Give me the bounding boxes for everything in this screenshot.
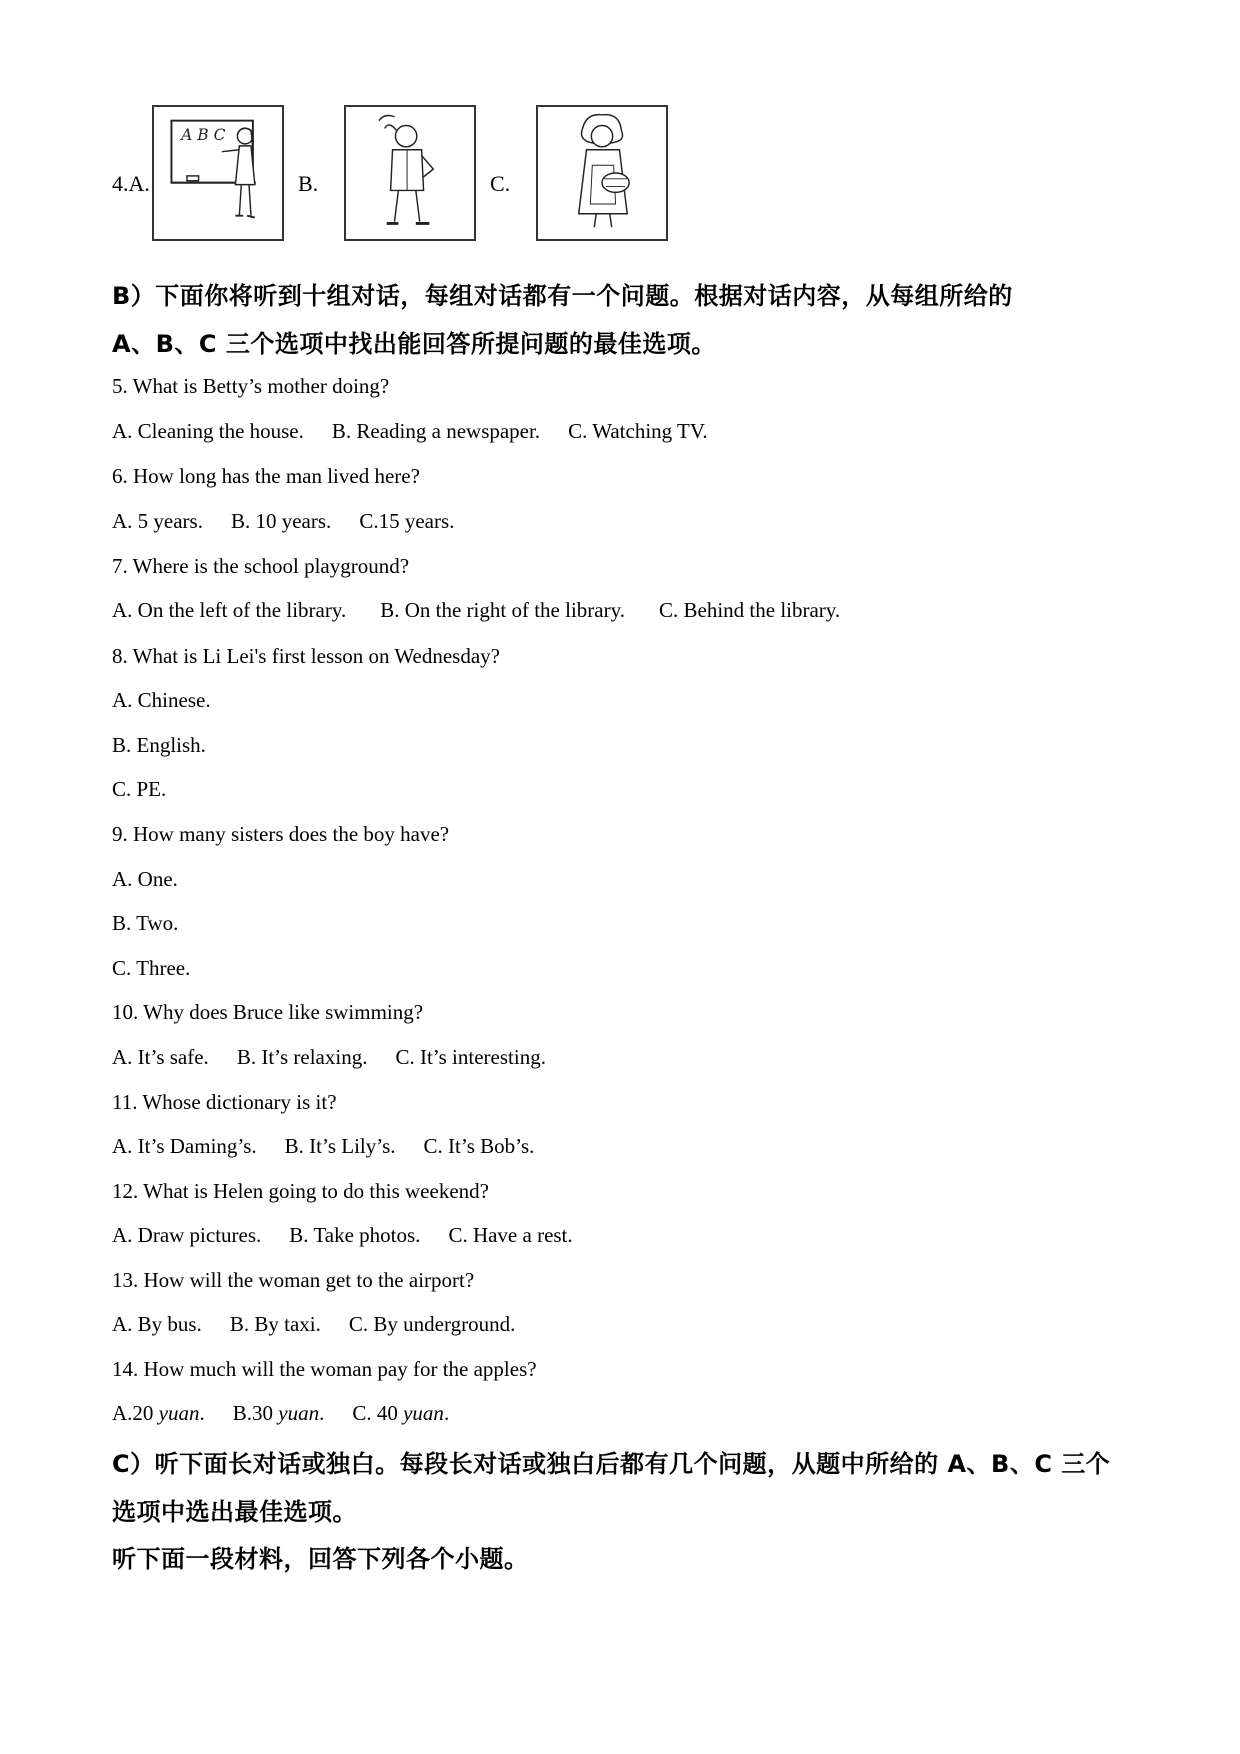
q14-option-a[interactable]	[112, 1401, 205, 1426]
q6-option-c[interactable]: C.15 years.	[359, 509, 455, 533]
teacher-picture-svg	[154, 107, 282, 239]
q13-option-c[interactable]: C. By underground.	[348, 1312, 516, 1336]
q9-option-b[interactable]: B. Two.	[112, 911, 179, 935]
q9-stem: 9. How many sisters does the boy have?	[112, 822, 450, 846]
q5-option-c[interactable]: C. Watching TV.	[568, 419, 708, 443]
q11-option-a[interactable]: A. It’s Daming’s.	[112, 1134, 257, 1158]
q13-option-a[interactable]: A. By bus.	[112, 1312, 202, 1336]
q9-option-c[interactable]: C. Three.	[112, 956, 191, 980]
q7-option-c[interactable]: C. Behind the library.	[659, 598, 841, 622]
woman-picture-svg	[538, 107, 666, 239]
q14-option-b[interactable]	[233, 1401, 325, 1426]
section-c-material-instruction: 听下面一段材料，回答下列各个小题。	[112, 1545, 529, 1573]
q14-option-b-unit: yuan	[278, 1401, 320, 1425]
q10-options	[112, 1045, 546, 1070]
q7-options	[112, 598, 840, 623]
q6-options	[112, 509, 454, 534]
q8-option-c[interactable]: C. PE.	[112, 777, 167, 801]
q8-option-b[interactable]: B. English.	[112, 733, 206, 757]
q11-options	[112, 1134, 534, 1159]
q5-options	[112, 419, 708, 444]
q14-option-a-unit: yuan	[158, 1401, 200, 1425]
man-stretching-picture	[344, 105, 476, 241]
q5-option-a[interactable]: A. Cleaning the house.	[112, 419, 304, 443]
q6-option-b[interactable]: B. 10 years.	[230, 509, 332, 533]
q14-option-b-end: .	[319, 1401, 325, 1425]
q11-stem: 11. Whose dictionary is it?	[112, 1090, 337, 1114]
q10-option-b[interactable]: B. It’s relaxing.	[236, 1045, 368, 1069]
q9-option-a[interactable]: A. One.	[112, 867, 178, 891]
section-b-instruction-line1: B）下面你将听到十组对话，每组对话都有一个问题。根据对话内容，从每组所给的	[112, 282, 1013, 310]
q13-options	[112, 1312, 515, 1337]
q7-stem: 7. Where is the school playground?	[112, 554, 410, 578]
q14-option-c-amount: C. 40	[352, 1401, 404, 1425]
q8-option-a[interactable]: A. Chinese.	[112, 688, 211, 712]
woman-with-basket-picture	[536, 105, 668, 241]
q12-option-b[interactable]: B. Take photos.	[289, 1223, 421, 1247]
q12-options	[112, 1223, 573, 1248]
q12-option-c[interactable]: C. Have a rest.	[448, 1223, 573, 1247]
chalkboard-letters: A B C	[181, 126, 226, 145]
q14-option-c[interactable]	[352, 1401, 449, 1426]
teacher-at-chalkboard-picture	[152, 105, 284, 241]
q11-option-b[interactable]: B. It’s Lily’s.	[284, 1134, 396, 1158]
q4-option-c-label: C.	[490, 171, 511, 196]
man-picture-svg	[346, 107, 474, 239]
q14-options	[112, 1401, 449, 1426]
q4-option-a-label: 4.A.	[112, 171, 150, 196]
q8-stem: 8. What is Li Lei's first lesson on Wednesday?	[112, 644, 500, 668]
q5-option-b[interactable]: B. Reading a newspaper.	[331, 419, 541, 443]
section-c-instruction-line2: 选项中选出最佳选项。	[112, 1498, 357, 1526]
q6-option-a[interactable]: A. 5 years.	[112, 509, 203, 533]
q5-stem: 5. What is Betty’s mother doing?	[112, 374, 390, 398]
q10-option-a[interactable]: A. It’s safe.	[112, 1045, 209, 1069]
q14-stem: 14. How much will the woman pay for the apples?	[112, 1357, 537, 1381]
section-c-instruction-line1: C）听下面长对话或独白。每段长对话或独白后都有几个问题，从题中所给的 A、B、C 三个	[112, 1450, 1111, 1478]
q10-stem: 10. Why does Bruce like swimming?	[112, 1000, 424, 1024]
q7-option-a[interactable]: A. On the left of the library.	[112, 598, 347, 622]
q14-option-c-end: .	[443, 1401, 450, 1425]
q4-option-b-label: B.	[298, 171, 319, 196]
q6-stem: 6. How long has the man lived here?	[112, 464, 420, 488]
q7-option-b[interactable]: B. On the right of the library.	[380, 598, 625, 622]
q12-stem: 12. What is Helen going to do this weekend?	[112, 1179, 489, 1203]
q14-option-c-unit: yuan	[403, 1401, 444, 1425]
q11-option-c[interactable]: C. It’s Bob’s.	[423, 1134, 535, 1158]
q14-option-b-amount: B.30	[232, 1401, 279, 1425]
q12-option-a[interactable]: A. Draw pictures.	[112, 1223, 262, 1247]
q14-option-a-end: .	[199, 1401, 205, 1425]
q13-stem: 13. How will the woman get to the airport?	[112, 1268, 475, 1292]
q13-option-b[interactable]: B. By taxi.	[229, 1312, 321, 1336]
q14-option-a-amount: A.20	[112, 1401, 159, 1425]
q10-option-c[interactable]: C. It’s interesting.	[395, 1045, 546, 1069]
section-b-instruction-line2: A、B、C 三个选项中找出能回答所提问题的最佳选项。	[112, 330, 716, 358]
